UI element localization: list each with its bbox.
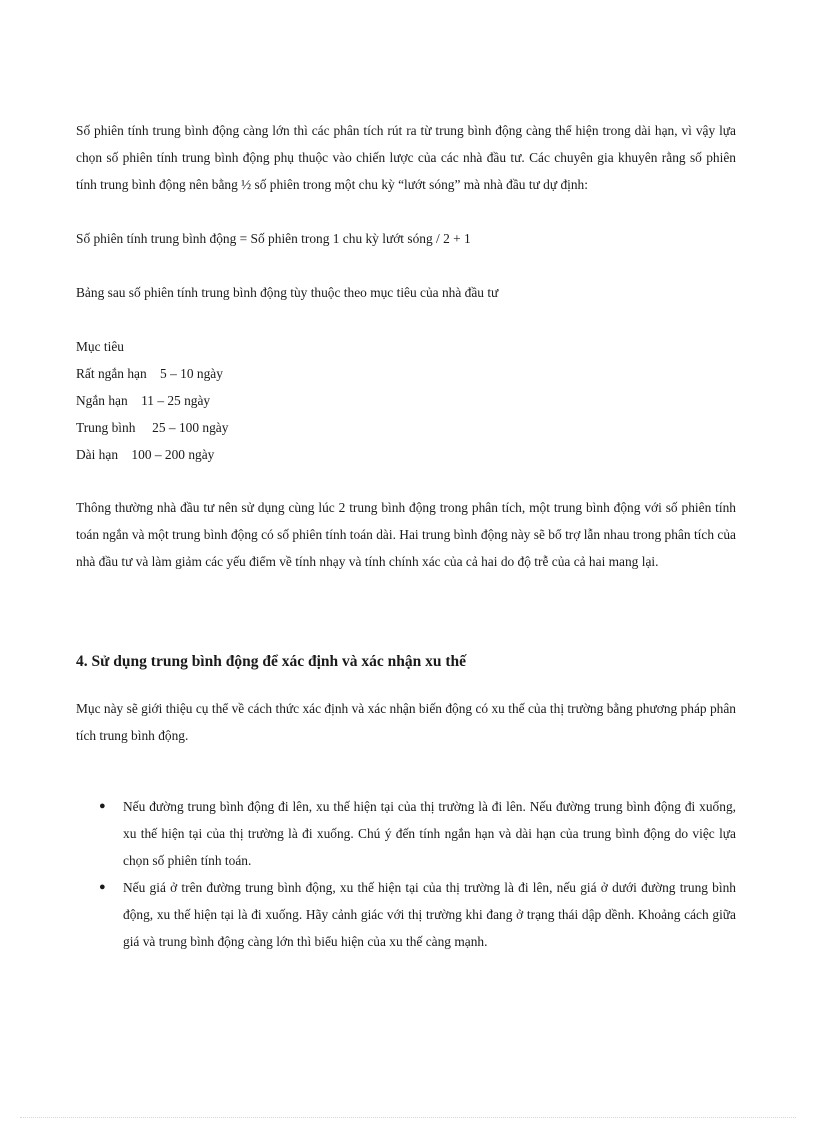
page-divider: [20, 1117, 796, 1118]
table-row: [76, 441, 736, 468]
bullet-list: [76, 793, 736, 955]
list-item-text: Nếu đường trung bình động đi lên, xu thế hiện tại của thị trường là đi lên. Nếu đường trung bình động đi xuống, xu thế hiện tại của thị trường là đi xuống. Chú ý đến tính ngắn hạn và dài hạn của trung bình động do việc lựa chọn số phiên tính toán.: [123, 799, 736, 868]
table-cell-goal: Rất ngắn hạn: [76, 366, 147, 381]
table-cell-sessions: 25 – 100 ngày: [152, 420, 229, 435]
table-cell-goal: Dài hạn: [76, 447, 119, 462]
intro-paragraph: Số phiên tính trung bình động càng lớn thì các phân tích rút ra từ trung bình động càng thể hiện trong dài hạn, vì vậy lựa chọn số phiên tính trung bình động phụ thuộc vào chiến lược của các nhà đầu tư. Các chuyên gia khuyên rằng số phiên tính trung bình động nên bằng ½ số phiên trong một chu kỳ “lướt sóng” mà nhà đầu tư dự định:: [76, 123, 736, 192]
section-heading: 4. Sử dụng trung bình động để xác định và xác nhận xu thế: [76, 653, 467, 670]
table-row: [76, 360, 736, 387]
table-row: [76, 414, 736, 441]
table-cell-goal: Trung bình: [76, 420, 136, 435]
list-item-text: Nếu giá ở trên đường trung bình động, xu thế hiện tại của thị trường là đi lên, nếu giá ở dưới đường trung bình động, xu thế hiện tại là đi xuống. Hãy cảnh giác với thị trường khi đang ở trạng thái dập dềnh. Khoảng cách giữa giá và trung bình động càng lớn thì biểu hiện của xu thế càng mạnh.: [123, 880, 736, 949]
paragraph-two: Thông thường nhà đầu tư nên sử dụng cùng lúc 2 trung bình động trong phân tích, một trung bình động với số phiên tính toán ngắn và một trung bình động có số phiên tính toán dài. Hai trung bình động này sẽ bổ trợ lẫn nhau trong phân tích của nhà đầu tư và làm giảm các yếu điểm về tính nhạy và tính chính xác của cả hai do độ trễ của cả hai mang lại.: [76, 500, 736, 569]
bullet-icon: ●: [99, 881, 106, 893]
table-intro: Bảng sau số phiên tính trung bình động tùy thuộc theo mục tiêu của nhà đầu tư: [76, 285, 499, 300]
table-cell-goal: Ngắn hạn: [76, 393, 128, 408]
bullet-icon: ●: [99, 800, 106, 812]
section-intro: Mục này sẽ giới thiệu cụ thể về cách thức xác định và xác nhận biến động có xu thế của thị trường bằng phương pháp phân tích trung bình động.: [76, 701, 736, 743]
table-cell-sessions: 5 – 10 ngày: [160, 366, 223, 381]
table-cell-sessions: 100 – 200 ngày: [131, 447, 215, 462]
list-item: [76, 793, 736, 874]
table-header: Mục tiêu: [76, 339, 124, 354]
list-item: [76, 874, 736, 955]
table-cell-sessions: 11 – 25 ngày: [141, 393, 211, 408]
formula-line: Số phiên tính trung bình động = Số phiên trong 1 chu kỳ lướt sóng / 2 + 1: [76, 231, 471, 246]
table-row: [76, 387, 736, 414]
goal-table: [76, 333, 736, 468]
